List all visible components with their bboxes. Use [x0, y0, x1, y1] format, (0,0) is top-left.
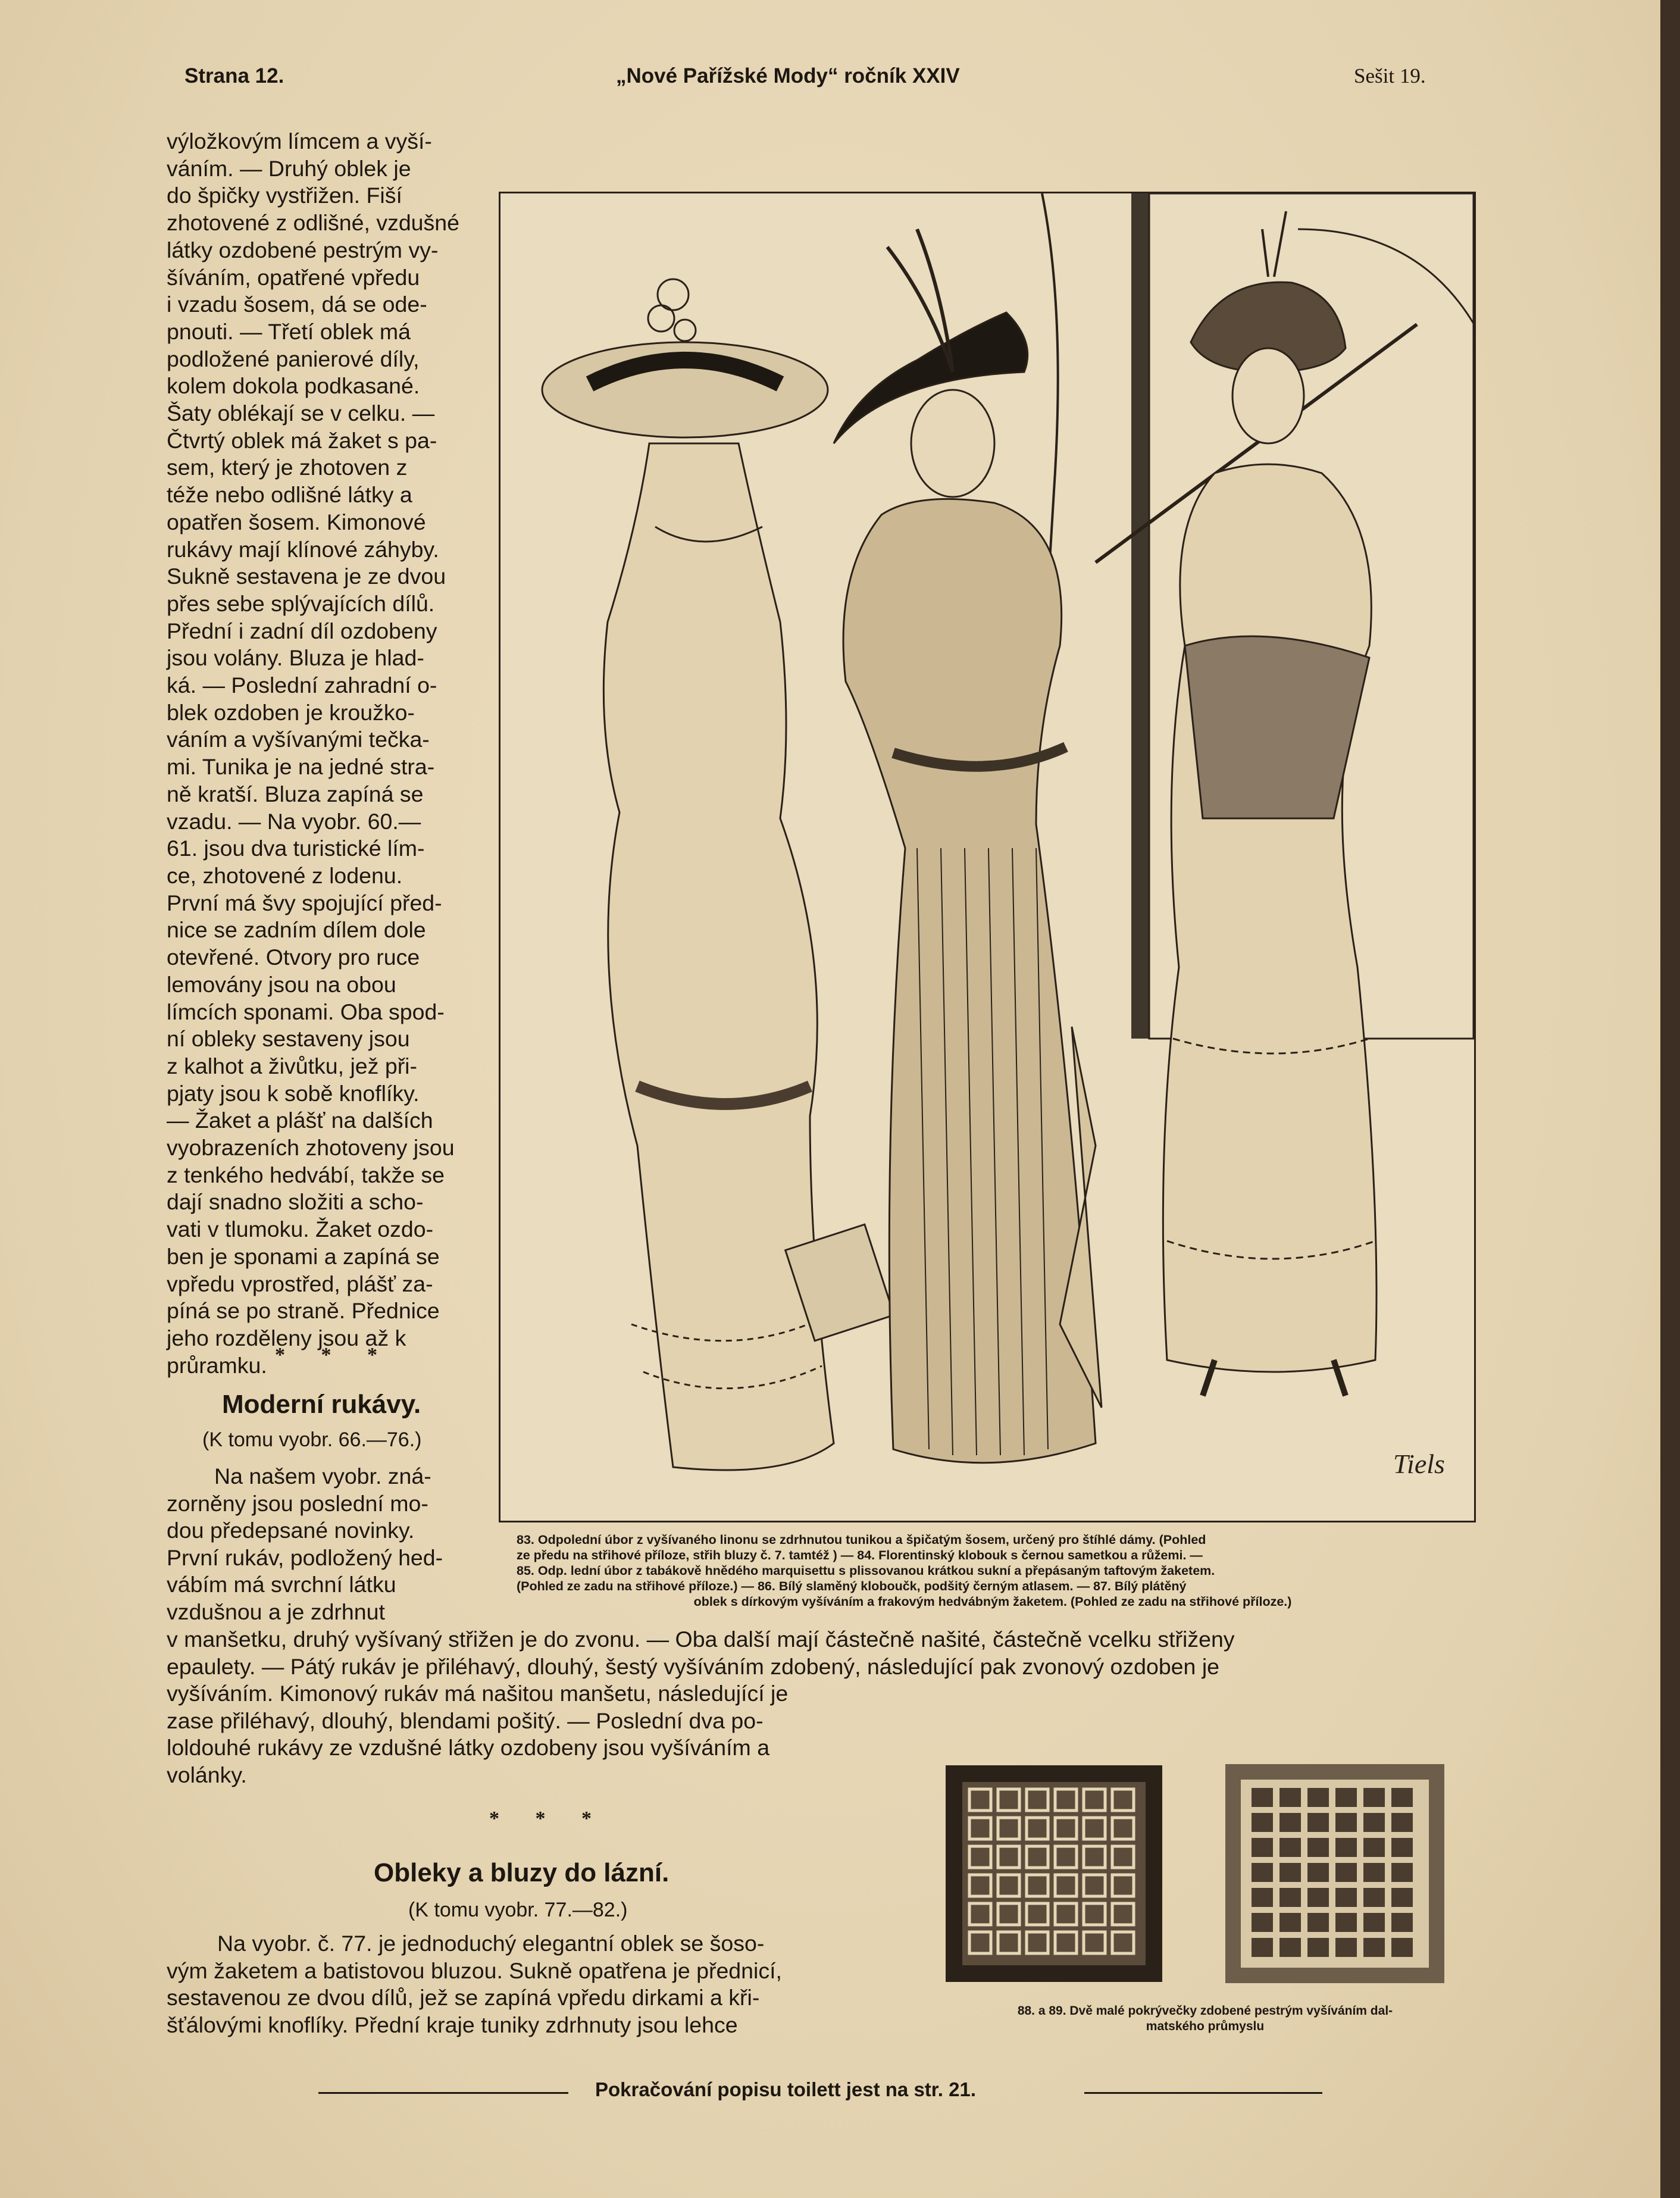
doily-pattern-cell	[1279, 1913, 1301, 1932]
text-line: průramku.	[167, 1352, 267, 1378]
doily-pattern-cell	[1279, 1788, 1301, 1807]
main-figure-caption	[517, 1532, 1469, 1609]
text-line: v manšetku, druhý vyšívaný střižen je do zvonu. — Oba další mají částečně našité, částečně vcelku střiženy	[167, 1627, 1235, 1652]
footer-rule-left	[318, 2092, 568, 2094]
spa-text	[167, 1930, 903, 2038]
doily-pattern-cell	[1335, 1888, 1357, 1907]
doily-pattern-cell	[1391, 1813, 1413, 1832]
footer-rule-right	[1084, 2092, 1322, 2094]
doily-pattern-cell	[1279, 1813, 1301, 1832]
page-edge	[1660, 0, 1680, 2198]
text-line: vzdušnou a je zdrhnut	[167, 1599, 385, 1624]
text-line: šťálovými knoflíky. Přední kraje tuniky zdrhnuty jsou lehce	[167, 2012, 738, 2037]
text-line: pjaty jsou k sobě knoflíky.	[167, 1080, 420, 1106]
text-line: pnouti. — Třetí oblek má	[167, 318, 411, 344]
text-line: šíváním, opatřené vpředu	[167, 264, 420, 290]
doily-pattern-cell	[1307, 1938, 1329, 1957]
text-line: rukávy mají klínové záhyby.	[167, 536, 439, 562]
doily-pattern-cell	[1391, 1838, 1413, 1857]
text-line: loldouhé rukávy ze vzdušné látky ozdobeny jsou vyšíváním a	[167, 1735, 770, 1760]
artist-signature: Tiels	[1393, 1449, 1445, 1479]
caption-line: oblek s dírkovým vyšíváním a frakovým hedvábným žaketem. (Pohled ze zadu na střihové příloze.)	[693, 1594, 1292, 1609]
doily-pattern-cell	[1252, 1813, 1273, 1832]
caption-line: 83. Odpolední úbor z vyšívaného linonu se zdrhnutou tunikou a špičatým šosem, určený pro štíhlé dámy. (Pohled	[517, 1533, 1206, 1547]
text-line: vábím má svrchní látku	[167, 1572, 396, 1597]
text-line: ně kratší. Bluza zapíná se	[167, 781, 424, 806]
section-subheading-spa: (K tomu vyobr. 77.—82.)	[408, 1899, 628, 1921]
text-line: píná se po straně. Přednice	[167, 1298, 440, 1324]
text-line: jeho rozděleny jsou až k	[167, 1325, 406, 1350]
doily-pattern-cell	[1307, 1863, 1329, 1882]
text-line: Přední i zadní díl ozdobeny	[167, 618, 437, 643]
text-line: — Žaket a plášť na dalších	[167, 1108, 433, 1133]
doily-pattern-cell	[1363, 1888, 1385, 1907]
doily-pattern-cell	[1252, 1938, 1273, 1957]
doily-pattern-cell	[1335, 1863, 1357, 1882]
text-line: První má švy spojující před-	[167, 890, 442, 915]
text-line: ce, zhotovené z lodenu.	[167, 862, 403, 888]
text-line: 61. jsou dva turistické lím-	[167, 836, 425, 861]
doily-pattern-cell	[1307, 1913, 1329, 1932]
text-line: První rukáv, podložený hed-	[167, 1544, 443, 1570]
text-line: blek ozdoben je kroužko-	[167, 699, 415, 725]
text-line: vyobrazeních zhotoveny jsou	[167, 1135, 455, 1161]
text-line: jsou volány. Bluza je hlad-	[167, 645, 424, 671]
doily-pattern-cell	[1279, 1838, 1301, 1857]
text-line: epaulety. — Pátý rukáv je přiléhavý, dlouhý, šestý vyšíváním zdobený, následující pak zvonový ozdoben je	[167, 1653, 1220, 1679]
continuation-note: Pokračování popisu toilett jest na str. 21.	[595, 2078, 977, 2100]
text-line: vým žaketem a batistovou bluzou. Sukně opatřena je přednicí,	[167, 1958, 782, 1983]
doily-pattern-cell	[1335, 1813, 1357, 1832]
sleeves-wide-text	[167, 1626, 1473, 1680]
doily-pattern-cell	[1363, 1938, 1385, 1957]
doily-pattern-cell	[1363, 1813, 1385, 1832]
caption-line: ze předu na střihové příloze, střih bluzy č. 7. tamtéž ) — 84. Florentinský klobouk s černou sametkou a růžemi. —	[517, 1548, 1203, 1562]
sleeves-intro-text	[167, 1463, 485, 1625]
text-line: váním a vyšívanými tečka-	[167, 727, 430, 752]
doily-pattern-cell	[1335, 1788, 1357, 1807]
page-number-header: Strana 12.	[184, 64, 284, 87]
text-line: vzadu. — Na vyobr. 60.—	[167, 808, 421, 834]
embroidered-doily-88	[942, 1762, 1166, 1986]
doily-pattern-cell	[1279, 1938, 1301, 1957]
text-line: Na vyobr. č. 77. je jednoduchý elegantní oblek se šoso-	[217, 1931, 765, 1956]
text-line: lemovány jsou na obou	[167, 971, 396, 997]
text-line: volánky.	[167, 1762, 247, 1787]
text-line: zhotovené z odlišné, vzdušné	[167, 210, 459, 236]
section-heading-spa: Obleky a bluzy do lázní.	[374, 1858, 670, 1887]
caption-line: matského průmyslu	[1146, 2019, 1265, 2033]
text-line: sestavenou ze dvou dílů, jež se zapíná vpředu dirkami a kři-	[167, 1985, 760, 2010]
doily-pattern-cell	[1252, 1863, 1273, 1882]
text-line: téže nebo odlišné látky a	[167, 482, 412, 508]
doily-pattern-cell	[1252, 1788, 1273, 1807]
text-line: z kalhot a živůtku, jež při-	[167, 1053, 417, 1078]
fashion-illustration	[499, 192, 1476, 1522]
caption-line: 88. a 89. Dvě malé pokrývečky zdobené pestrým vyšíváním dal-	[1017, 2004, 1393, 2018]
doily-pattern-cell	[1307, 1838, 1329, 1857]
doily-pattern-cell	[1252, 1838, 1273, 1857]
text-line: límcích sponami. Oba spod-	[167, 999, 445, 1024]
doily-pattern-cell	[1307, 1813, 1329, 1832]
doily-pattern-cell	[1279, 1863, 1301, 1882]
text-line: dají snadno složiti a scho-	[167, 1189, 424, 1215]
doily-89-drawing	[1223, 1762, 1447, 1986]
doily-pattern-cell	[1363, 1863, 1385, 1882]
doily-pattern-cell	[1391, 1863, 1413, 1882]
doily-pattern-cell	[1363, 1913, 1385, 1932]
doily-pattern-cell	[1307, 1888, 1329, 1907]
magazine-title-header: „Nové Pařížské Mody“ ročník XXIV	[616, 64, 960, 87]
doily-88-drawing	[942, 1762, 1166, 1986]
text-line: ká. — Poslední zahradní o-	[167, 673, 437, 698]
text-line: Šaty oblékají se v celku. —	[167, 401, 435, 426]
doily-pattern-cell	[1252, 1888, 1273, 1907]
text-line: nice se zadním dílem dole	[167, 917, 426, 943]
text-line: ben je sponami a zapíná se	[167, 1243, 440, 1269]
text-line: Sukně sestavena je ze dvou	[167, 564, 446, 589]
doily-pattern-cell	[1391, 1938, 1413, 1957]
text-line: Čtvrtý oblek má žaket s pa-	[167, 427, 437, 453]
text-line: mi. Tunika je na jedné stra-	[167, 754, 435, 780]
text-line: ní obleky sestaveny jsou	[167, 1026, 410, 1052]
text-line: přes sebe splývajících dílů.	[167, 590, 435, 616]
text-line: do špičky vystřižen. Fiší	[167, 183, 402, 208]
text-line: výložkovým límcem a vyší-	[167, 129, 432, 154]
left-column-text	[167, 128, 485, 1379]
text-line: vati v tlumoku. Žaket ozdo-	[167, 1217, 434, 1242]
text-line: dou předepsané novinky.	[167, 1518, 415, 1543]
doily-pattern-cell	[1252, 1913, 1273, 1932]
issue-number-header: Sešit 19.	[1354, 64, 1426, 87]
section-heading-sleeves: Moderní rukávy.	[222, 1390, 421, 1419]
text-line: zorněny jsou poslední mo-	[167, 1490, 428, 1516]
doily-pattern-cell	[1391, 1888, 1413, 1907]
doily-pattern-cell	[1363, 1838, 1385, 1857]
text-line: látky ozdobené pestrým vy-	[167, 237, 439, 262]
doily-pattern-cell	[1279, 1888, 1301, 1907]
text-line: Na našem vyobr. zná-	[214, 1464, 431, 1489]
text-line: vpředu vprostřed, plášť za-	[167, 1271, 433, 1296]
section-separator: * * *	[489, 1808, 607, 1830]
doily-pattern-cell	[1391, 1913, 1413, 1932]
doily-pattern-cell	[1335, 1938, 1357, 1957]
fashion-illustration-drawing	[500, 193, 1474, 1521]
doily-pattern-cell	[1335, 1838, 1357, 1857]
text-line: i vzadu šosem, dá se ode-	[167, 292, 427, 317]
caption-line: (Pohled ze zadu na střihové příloze.) — 86. Bílý slaměný kloboučk, podšitý černým atlasem. — 87. Bílý plátěný	[517, 1579, 1187, 1593]
text-line: vyšíváním. Kimonový rukáv má našitou manšetu, následující je	[167, 1681, 789, 1706]
caption-line: 85. Odp. lední úbor z tabákově hnědého marquisettu s plissovanou krátkou sukní a přepásaným taftovým žaketem.	[517, 1564, 1215, 1578]
text-line: sem, který je zhotoven z	[167, 455, 408, 480]
text-line: kolem dokola podkasané.	[167, 373, 420, 399]
doilies-caption	[928, 2003, 1482, 2034]
text-line: opatřen šosem. Kimonové	[167, 509, 426, 534]
text-line: váním. — Druhý oblek je	[167, 155, 411, 181]
text-line: otevřené. Otvory pro ruce	[167, 945, 420, 970]
section-separator: * * *	[275, 1344, 393, 1366]
doily-pattern-cell	[1391, 1788, 1413, 1807]
text-line: podložené panierové díly,	[167, 346, 420, 371]
text-line: zase přiléhavý, dlouhý, blendami pošitý. — Poslední dva po-	[167, 1708, 764, 1733]
text-line: z tenkého hedvábí, takže se	[167, 1162, 445, 1187]
embroidered-doily-89	[1223, 1762, 1447, 1986]
doily-pattern-cell	[1335, 1913, 1357, 1932]
section-subheading-sleeves: (K tomu vyobr. 66.—76.)	[202, 1428, 422, 1451]
sleeves-mid-text	[167, 1680, 903, 1789]
doily-pattern-cell	[1363, 1788, 1385, 1807]
doily-pattern-cell	[1307, 1788, 1329, 1807]
